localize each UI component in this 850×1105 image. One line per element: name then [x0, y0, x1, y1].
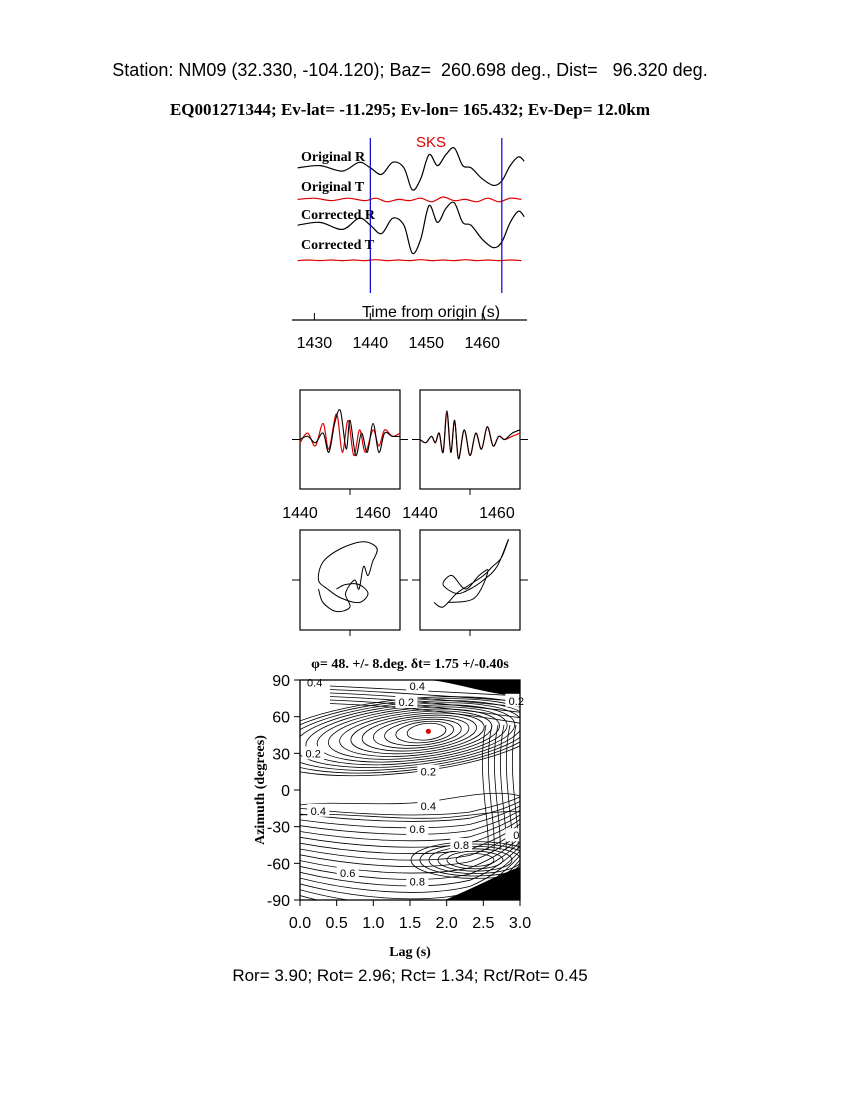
contour-ring-upper-3 [383, 716, 462, 749]
waveform-black-right [420, 411, 520, 459]
trace-corrected-t [298, 260, 522, 261]
contour-label-11: 0.6 [340, 868, 356, 881]
time-tick-label-1430: 1430 [296, 335, 333, 352]
particle-motion-panel [292, 530, 528, 636]
contour-label-7: 0.4 [310, 805, 326, 818]
grid-ytick-label-30: -30 [266, 819, 290, 837]
contour-lines [257, 678, 549, 912]
contour-edge-right-3 [494, 725, 500, 850]
contour-label-10: 0 [513, 830, 520, 843]
contour-edge-right-4 [500, 725, 506, 850]
energy-grid-panel [253, 657, 549, 960]
waveform-tick-label-left-1440: 1440 [282, 505, 318, 522]
window-markers [370, 138, 501, 293]
waveform-tick-label-right-1440: 1440 [402, 505, 438, 522]
contour-label-9: 0.8 [453, 840, 469, 852]
grid-ytick-label-30: 30 [272, 746, 290, 764]
contour-label-3: 0.2 [305, 748, 321, 761]
particle-motion-trace-left [318, 542, 377, 612]
contour-mid-1 [300, 793, 520, 805]
contour-label-2: 0.2 [508, 695, 524, 708]
grid-xtick-label-2-0: 2.0 [435, 915, 458, 932]
contour-band-lower-1 [298, 796, 522, 815]
grid-ytick-label-0: 0 [281, 783, 290, 800]
grid-xtick-label-1-0: 1.0 [362, 915, 385, 932]
contour-label-6: 0.4 [420, 800, 436, 813]
station-line: Station: NM09 (32.330, -104.120); Baz= 260.698 deg., Dist= 96.320 deg. [112, 60, 708, 80]
grid-ytick-label-60: 60 [272, 709, 290, 727]
waveform-box-left [282, 390, 408, 522]
grid-title: φ= 48. +/- 8.deg. δt= 1.75 +/-0.40s [311, 657, 509, 672]
contour-label-1: 0.2 [398, 697, 414, 709]
grid-ytick-label-90: -90 [266, 893, 290, 910]
grid-ytick-label-90: 90 [272, 673, 290, 690]
time-tick-label-1440: 1440 [352, 335, 389, 352]
event-line: EQ001271344; Ev-lat= -11.295; Ev-lon= 165.432; Ev-Dep= 12.0km [169, 100, 651, 119]
particle-motion-box-right [412, 530, 528, 636]
grid-xtick-label-2-5: 2.5 [472, 915, 495, 932]
grid-x-label: Lag (s) [389, 945, 431, 960]
contour-label-5: 0.2 [420, 766, 436, 779]
particle-motion-trace-right [434, 539, 508, 607]
trace-original-t [298, 197, 522, 202]
waveform-comparison-panel [282, 390, 528, 522]
trace-label-corrected-r: Corrected R [301, 208, 375, 223]
time-axis-label: Time from origin (s) [361, 304, 501, 321]
grid-xtick-label-0-0: 0.0 [288, 915, 312, 932]
trace-label-original-t: Original T [301, 180, 365, 195]
trace-label-original-r: Original R [301, 150, 366, 165]
particle-motion-frame-right [420, 530, 520, 630]
particle-motion-box-left [292, 530, 408, 636]
grid-ytick-label-60: -60 [266, 856, 290, 874]
time-tick-label-1460: 1460 [464, 335, 501, 352]
contour-label-0: 0.4 [409, 681, 425, 694]
waveform-box-right [402, 390, 528, 522]
time-tick-label-1450: 1450 [408, 335, 445, 352]
waveform-frame-left [300, 390, 400, 489]
waveform-tick-label-left-1460: 1460 [355, 505, 391, 522]
stats-line: Ror= 3.90; Rot= 2.96; Rct= 1.34; Rct/Rot= 0.45 [232, 966, 588, 985]
best-fit-point [426, 729, 431, 734]
trace-label-corrected-t: Corrected T [301, 238, 374, 253]
contour-label-8: 0.6 [409, 824, 425, 837]
contour-label-4: 0.4 [307, 677, 323, 690]
grid-y-label: Azimuth (degrees) [253, 735, 268, 845]
phase-label: SKS [415, 134, 447, 151]
grid-xtick-label-0-5: 0.5 [325, 915, 348, 932]
seismogram-panel [292, 134, 527, 352]
waveform-tick-label-right-1460: 1460 [479, 505, 515, 522]
contour-ring-upper-5 [360, 710, 478, 756]
grid-plot-area [257, 673, 549, 932]
contour-label-12: 0.8 [409, 876, 425, 889]
waveform-red-right [420, 414, 520, 459]
grid-xtick-label-1-5: 1.5 [398, 915, 422, 932]
grid-xtick-label-3-0: 3.0 [508, 915, 532, 932]
